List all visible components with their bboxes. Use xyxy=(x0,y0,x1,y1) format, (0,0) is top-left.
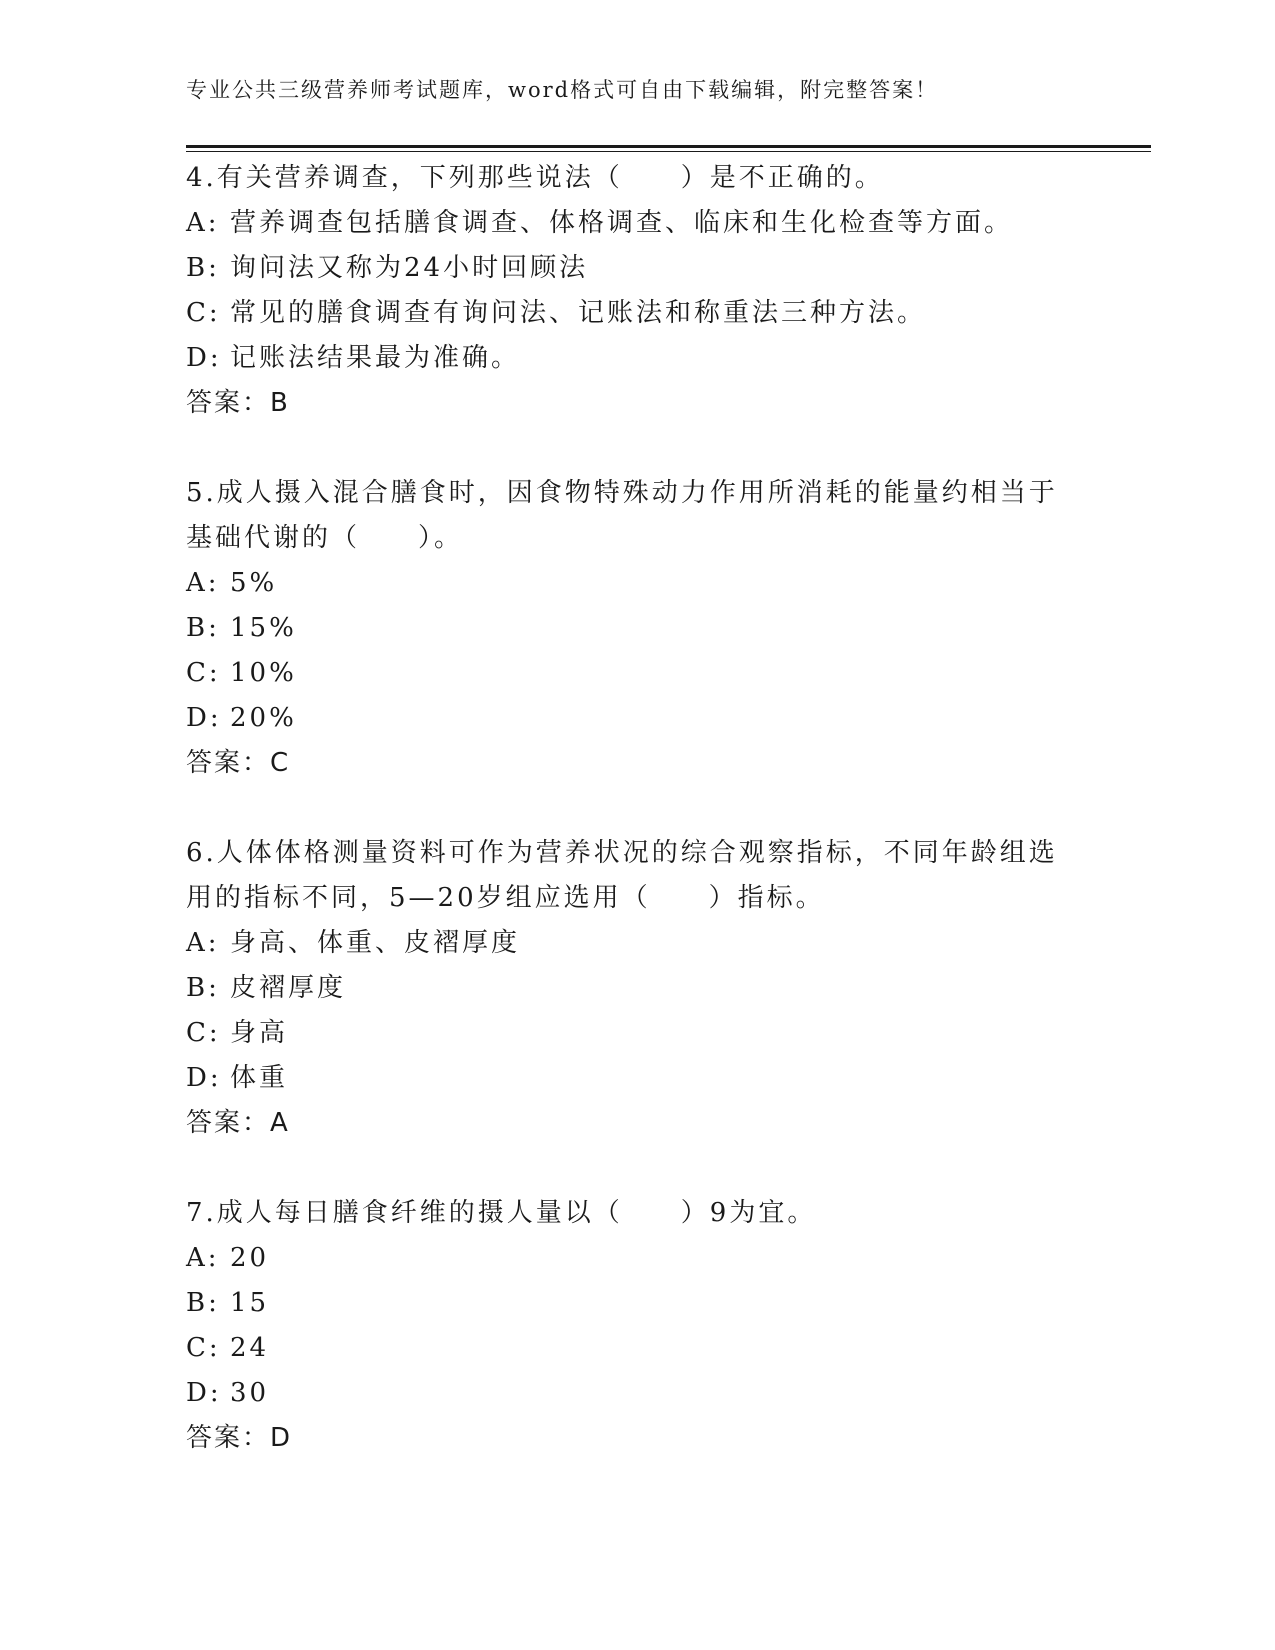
question-list xyxy=(186,156,1066,1506)
question-text: 7.成人每日膳食纤维的摄人量以（ ）9为宜。 xyxy=(186,1198,817,1228)
option-text: 常见的膳食调查有询问法、记账法和称重法三种方法。 xyxy=(230,298,927,328)
option-b xyxy=(186,606,1066,651)
question-4 xyxy=(186,156,1066,426)
option-letter: D: xyxy=(186,703,222,733)
page-header: 专业公共三级营养师考试题库，word格式可自由下载编辑，附完整答案！ xyxy=(186,78,939,102)
option-c xyxy=(186,651,1066,696)
option-letter: C: xyxy=(186,1333,221,1363)
option-text: 30 xyxy=(230,1378,270,1408)
option-b xyxy=(186,246,1066,291)
option-text: 体重 xyxy=(230,1063,289,1093)
option-letter: D: xyxy=(186,343,222,373)
question-text-continued: 用的指标不同，5—20岁组应选用（ ）指标。 xyxy=(186,883,825,913)
option-text: 24 xyxy=(230,1333,270,1363)
option-c xyxy=(186,1011,1066,1056)
option-letter: D: xyxy=(186,1063,222,1093)
option-d xyxy=(186,1371,1066,1416)
option-text: 身高 xyxy=(230,1018,289,1048)
option-text: 询问法又称为24小时回顾法 xyxy=(230,253,589,283)
option-letter: B: xyxy=(186,253,220,283)
option-a xyxy=(186,921,1066,966)
option-a xyxy=(186,1236,1066,1281)
option-b xyxy=(186,966,1066,1011)
option-letter: B: xyxy=(186,1288,220,1318)
option-letter: A: xyxy=(186,928,220,958)
option-letter: A: xyxy=(186,208,220,238)
option-text: 身高、体重、皮褶厚度 xyxy=(230,928,521,958)
option-letter: D: xyxy=(186,1378,222,1408)
option-text: 记账法结果最为准确。 xyxy=(230,343,521,373)
option-a xyxy=(186,561,1066,606)
header-rule-thick xyxy=(186,145,1151,148)
option-letter: B: xyxy=(186,973,220,1003)
option-text: 20% xyxy=(230,703,297,733)
option-d xyxy=(186,1056,1066,1101)
answer-line: 答案：C xyxy=(186,748,291,778)
option-text: 5% xyxy=(230,568,278,598)
option-text: 15% xyxy=(230,613,297,643)
question-text: 4.有关营养调查，下列那些说法（ ）是不正确的。 xyxy=(186,163,884,193)
question-7 xyxy=(186,1191,1066,1461)
option-text: 皮褶厚度 xyxy=(230,973,347,1003)
option-letter: C: xyxy=(186,658,221,688)
option-letter: C: xyxy=(186,298,221,328)
question-text: 5.成人摄入混合膳食时，因食物特殊动力作用所消耗的能量约相当于 xyxy=(186,478,1058,508)
option-letter: A: xyxy=(186,568,220,598)
question-6 xyxy=(186,831,1066,1146)
option-letter: A: xyxy=(186,1243,220,1273)
answer-line: 答案：B xyxy=(186,388,290,418)
option-d xyxy=(186,336,1066,381)
question-5 xyxy=(186,471,1066,786)
answer-line: 答案：D xyxy=(186,1423,293,1453)
option-text: 20 xyxy=(230,1243,270,1273)
option-letter: B: xyxy=(186,613,220,643)
option-letter: C: xyxy=(186,1018,221,1048)
question-text-continued: 基础代谢的（ ）。 xyxy=(186,523,464,553)
option-text: 10% xyxy=(230,658,297,688)
option-text: 营养调查包括膳食调查、体格调查、临床和生化检查等方面。 xyxy=(230,208,1014,238)
option-d xyxy=(186,696,1066,741)
option-c xyxy=(186,291,1066,336)
question-text: 6.人体体格测量资料可作为营养状况的综合观察指标，不同年龄组选 xyxy=(186,838,1058,868)
answer-line: 答案：A xyxy=(186,1108,290,1138)
option-c xyxy=(186,1326,1066,1371)
option-b xyxy=(186,1281,1066,1326)
option-text: 15 xyxy=(230,1288,270,1318)
option-a xyxy=(186,201,1066,246)
header-rule-thin xyxy=(186,151,1151,152)
